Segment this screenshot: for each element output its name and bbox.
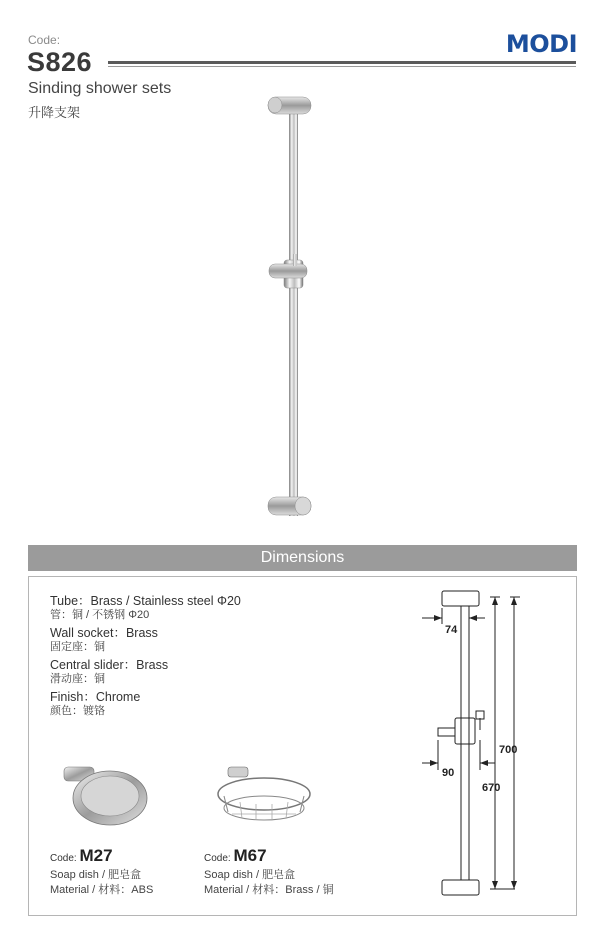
accessory-m27-code-value: M27 [79,846,113,865]
soap-dish-m67-photo [210,762,315,834]
spec-finish: Finish：Chrome [50,690,141,704]
shower-rail-photo [255,92,325,532]
accessory-m27-code-label: Code: [50,853,77,864]
accessory-m27-code [50,846,113,866]
spec-tube: Tube：Brass / Stainless steel Φ20 [50,594,241,608]
header-rule [108,61,576,64]
accessory-m67-material: Material / 材料：Brass / 铜 [204,884,334,896]
accessory-m67-desc: Soap dish / 肥皂盒 [204,869,296,881]
spec-central-slider-cn: 滑动座：铜 [50,673,105,685]
accessory-m67-code-label: Code: [204,853,231,864]
dim-90-label: 90 [442,767,455,779]
spec-wall-socket-cn: 固定座：铜 [50,641,105,653]
product-code: S826 [27,47,93,77]
product-name-en: Sinding shower sets [28,80,172,97]
code-label: Code: [28,33,61,47]
soap-dish-m27-photo [58,762,153,832]
dimensions-header: Dimensions [28,545,577,571]
brand-logo: MODI [505,30,577,58]
accessory-m27-material: Material / 材料：ABS [50,884,154,896]
spec-finish-cn: 颜色：镀铬 [50,705,105,717]
spec-central-slider: Central slider：Brass [50,658,169,672]
accessory-m67-code [204,846,267,866]
product-name-cn: 升降支架 [28,105,81,120]
dim-700-label: 700 [499,744,518,756]
dim-670-label: 670 [482,782,501,794]
spec-tube-cn: 管：铜 / 不锈钢 Φ20 [50,609,150,621]
technical-drawing [400,580,570,910]
header-rule-thin [108,66,576,67]
accessory-m27-desc: Soap dish / 肥皂盒 [50,869,142,881]
dim-74-label: 74 [445,624,458,636]
accessory-m67-code-value: M67 [233,846,267,865]
spec-wall-socket: Wall socket：Brass [50,626,158,640]
